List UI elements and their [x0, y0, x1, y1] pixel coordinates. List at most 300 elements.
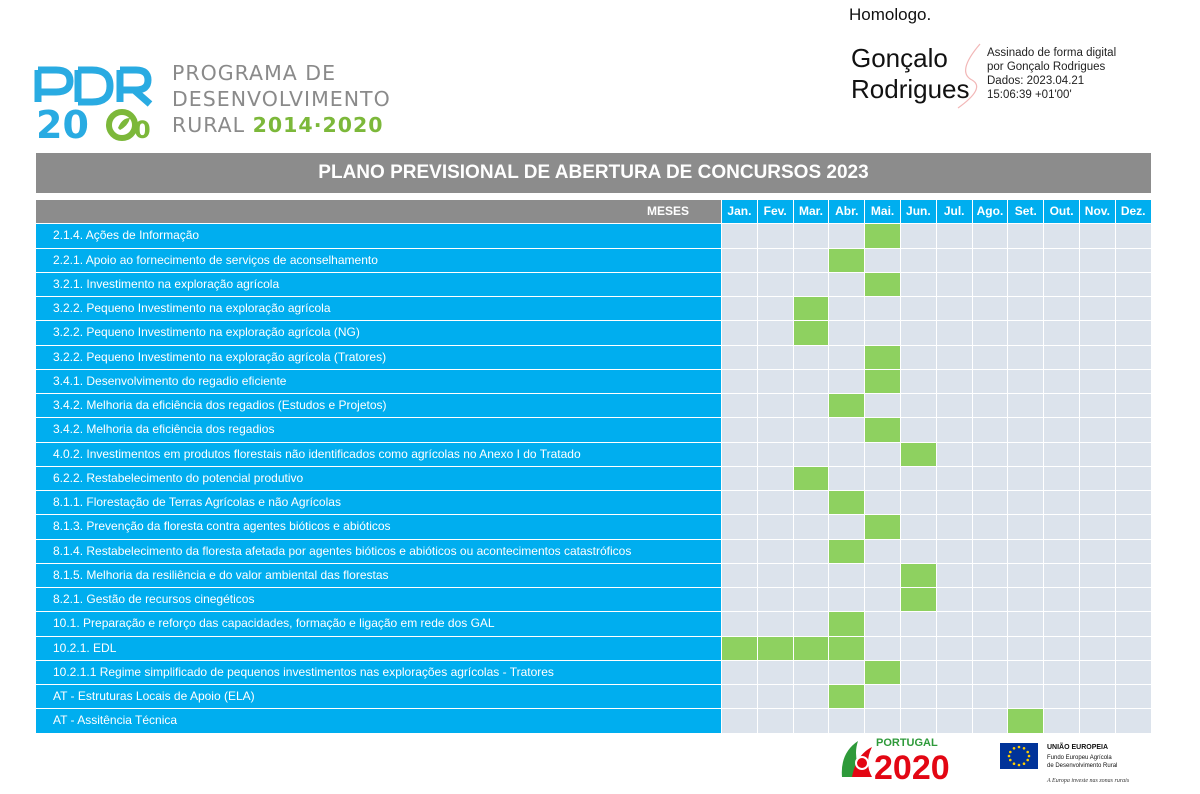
table-row	[36, 297, 1151, 320]
scheduled-month-cell	[794, 467, 829, 490]
scheduled-month-cell	[865, 346, 900, 369]
month-cell	[794, 515, 829, 538]
month-cell	[758, 491, 793, 514]
digital-signature-details	[987, 46, 1116, 102]
measure-label: 10.2.1. EDL	[36, 637, 721, 660]
month-cell	[758, 224, 793, 247]
table-row	[36, 491, 1151, 514]
month-cell	[758, 346, 793, 369]
scheduled-month-cell	[758, 637, 793, 660]
month-cell	[1080, 564, 1115, 587]
month-cell	[901, 273, 936, 296]
month-cell	[1044, 661, 1079, 684]
month-cell	[1044, 321, 1079, 344]
month-cell	[758, 661, 793, 684]
scheduled-month-cell	[829, 394, 864, 417]
month-cell	[1008, 612, 1043, 635]
month-cell	[758, 588, 793, 611]
month-cell	[722, 540, 757, 563]
table-row	[36, 515, 1151, 538]
month-cell	[973, 443, 1008, 466]
scheduled-month-cell	[865, 418, 900, 441]
month-cell	[829, 661, 864, 684]
month-cell	[1008, 467, 1043, 490]
month-cell	[1116, 685, 1151, 708]
month-cell	[829, 346, 864, 369]
month-cell	[973, 612, 1008, 635]
measure-label: 2.1.4. Ações de Informação	[36, 224, 721, 247]
measure-label: 3.2.1. Investimento na exploração agrícola	[36, 273, 721, 296]
approval-note: Homologo.	[849, 5, 932, 24]
month-cell	[973, 394, 1008, 417]
scheduled-month-cell	[865, 661, 900, 684]
scheduled-month-cell	[829, 491, 864, 514]
month-cell	[794, 564, 829, 587]
table-row	[36, 637, 1151, 660]
month-cell	[829, 321, 864, 344]
month-cell	[1008, 249, 1043, 272]
eu-feader-logo	[999, 740, 1151, 786]
month-cell	[901, 661, 936, 684]
month-cell	[758, 418, 793, 441]
month-cell	[973, 224, 1008, 247]
month-cell	[1080, 273, 1115, 296]
month-cell	[758, 249, 793, 272]
scheduled-month-cell	[865, 370, 900, 393]
month-cell	[1116, 370, 1151, 393]
month-cell	[937, 661, 972, 684]
month-cell	[1116, 637, 1151, 660]
table-row	[36, 661, 1151, 684]
month-cell	[973, 346, 1008, 369]
measure-label: 6.2.2. Restabelecimento do potencial produtivo	[36, 467, 721, 490]
month-cell	[722, 491, 757, 514]
month-cell	[973, 273, 1008, 296]
measure-label: 8.1.5. Melhoria da resiliência e do valor ambiental das florestas	[36, 564, 721, 587]
month-cell	[901, 612, 936, 635]
month-cell	[1008, 564, 1043, 587]
month-cell	[937, 418, 972, 441]
month-cell	[901, 540, 936, 563]
month-cell	[1008, 346, 1043, 369]
month-cell	[829, 564, 864, 587]
month-cell	[758, 394, 793, 417]
measure-label: 10.2.1.1 Regime simplificado de pequenos investimentos nas explorações agrícolas - Tratores	[36, 661, 721, 684]
month-cell	[722, 661, 757, 684]
table-row	[36, 685, 1151, 708]
month-cell	[758, 467, 793, 490]
month-cell	[973, 685, 1008, 708]
eu-fund-line2: de Desenvolvimento Rural	[1047, 763, 1118, 769]
month-cell	[1008, 685, 1043, 708]
month-cell	[865, 394, 900, 417]
month-cell	[937, 321, 972, 344]
month-cell	[794, 540, 829, 563]
table-row	[36, 467, 1151, 490]
month-cell	[1044, 297, 1079, 320]
month-cell	[973, 637, 1008, 660]
month-cell	[1044, 685, 1079, 708]
month-cell	[722, 297, 757, 320]
month-cell	[937, 491, 972, 514]
month-cell	[1080, 540, 1115, 563]
month-cell	[937, 637, 972, 660]
month-cell	[1116, 612, 1151, 635]
eu-fund-line1: Fundo Europeu Agrícola	[1047, 755, 1112, 761]
plan-title: PLANO PREVISIONAL DE ABERTURA DE CONCURSOS 2023	[36, 153, 1151, 193]
month-cell	[722, 685, 757, 708]
month-cell	[1116, 321, 1151, 344]
measure-label: 3.2.2. Pequeno Investimento na exploração agrícola (NG)	[36, 321, 721, 344]
months-header-label: MESES	[36, 200, 721, 223]
month-cell	[1116, 297, 1151, 320]
month-cell	[829, 467, 864, 490]
month-cell	[865, 540, 900, 563]
signature-detail-line: por Gonçalo Rodrigues	[987, 61, 1106, 73]
measure-label: 3.2.2. Pequeno Investimento na exploração agrícola	[36, 297, 721, 320]
month-cell	[901, 370, 936, 393]
month-cell	[1116, 394, 1151, 417]
month-header: Ago.	[973, 200, 1008, 223]
month-cell	[901, 709, 936, 732]
month-cell	[794, 249, 829, 272]
month-cell	[937, 612, 972, 635]
month-cell	[794, 370, 829, 393]
table-row	[36, 709, 1151, 732]
month-cell	[829, 588, 864, 611]
month-cell	[829, 273, 864, 296]
month-cell	[1044, 564, 1079, 587]
month-cell	[722, 588, 757, 611]
month-cell	[937, 685, 972, 708]
month-cell	[901, 491, 936, 514]
month-cell	[1080, 224, 1115, 247]
month-cell	[794, 588, 829, 611]
month-cell	[1008, 418, 1043, 441]
signature-stroke	[950, 42, 990, 110]
month-cell	[973, 321, 1008, 344]
month-cell	[1008, 661, 1043, 684]
month-cell	[973, 297, 1008, 320]
month-cell	[1044, 491, 1079, 514]
month-cell	[758, 564, 793, 587]
scheduled-month-cell	[829, 637, 864, 660]
month-cell	[758, 273, 793, 296]
month-cell	[1116, 418, 1151, 441]
month-cell	[901, 297, 936, 320]
scheduled-month-cell	[829, 249, 864, 272]
month-cell	[973, 467, 1008, 490]
month-header: Jun.	[901, 200, 936, 223]
month-cell	[1008, 321, 1043, 344]
month-cell	[758, 297, 793, 320]
table-row	[36, 370, 1151, 393]
month-cell	[1008, 588, 1043, 611]
month-cell	[1116, 467, 1151, 490]
signer-first-name: Gonçalo	[851, 43, 948, 73]
month-cell	[1044, 540, 1079, 563]
month-cell	[1008, 540, 1043, 563]
month-cell	[758, 370, 793, 393]
measure-label: 4.0.2. Investimentos em produtos florestais não identificados como agrícolas no Anexo I do Tratado	[36, 443, 721, 466]
scheduled-month-cell	[901, 443, 936, 466]
month-cell	[1044, 515, 1079, 538]
month-cell	[1116, 249, 1151, 272]
month-cell	[1008, 515, 1043, 538]
month-cell	[937, 588, 972, 611]
month-cell	[1008, 491, 1043, 514]
month-cell	[1044, 249, 1079, 272]
month-cell	[1008, 370, 1043, 393]
table-header-row	[36, 200, 1151, 223]
month-cell	[1080, 637, 1115, 660]
month-cell	[722, 321, 757, 344]
table-row	[36, 612, 1151, 635]
month-cell	[973, 249, 1008, 272]
month-cell	[1116, 346, 1151, 369]
month-cell	[937, 249, 972, 272]
month-cell	[1080, 249, 1115, 272]
month-cell	[1116, 491, 1151, 514]
month-cell	[722, 709, 757, 732]
contest-schedule-table	[36, 200, 1151, 734]
month-cell	[865, 709, 900, 732]
month-cell	[758, 443, 793, 466]
scheduled-month-cell	[865, 515, 900, 538]
month-cell	[794, 661, 829, 684]
scheduled-month-cell	[901, 588, 936, 611]
month-cell	[794, 273, 829, 296]
month-cell	[722, 467, 757, 490]
month-cell	[937, 370, 972, 393]
month-cell	[758, 612, 793, 635]
scheduled-month-cell	[794, 637, 829, 660]
month-header: Set.	[1008, 200, 1043, 223]
month-cell	[722, 224, 757, 247]
month-cell	[794, 394, 829, 417]
month-cell	[865, 612, 900, 635]
scheduled-month-cell	[865, 273, 900, 296]
program-title-line3	[172, 112, 432, 138]
month-header: Mai.	[865, 200, 900, 223]
month-cell	[865, 685, 900, 708]
measure-label: 8.1.1. Florestação de Terras Agrícolas e não Agrícolas	[36, 491, 721, 514]
month-header: Out.	[1044, 200, 1079, 223]
table-row	[36, 418, 1151, 441]
month-cell	[865, 588, 900, 611]
measure-label: AT - Estruturas Locais de Apoio (ELA)	[36, 685, 721, 708]
month-cell	[1044, 612, 1079, 635]
month-cell	[1044, 224, 1079, 247]
month-cell	[973, 515, 1008, 538]
month-cell	[758, 685, 793, 708]
month-cell	[794, 443, 829, 466]
measure-label: 3.4.1. Desenvolvimento do regadio eficiente	[36, 370, 721, 393]
measure-label: 8.1.3. Prevenção da floresta contra agentes bióticos e abióticos	[36, 515, 721, 538]
month-cell	[794, 418, 829, 441]
table-row	[36, 224, 1151, 247]
scheduled-month-cell	[1008, 709, 1043, 732]
month-cell	[758, 321, 793, 344]
month-header: Mar.	[794, 200, 829, 223]
month-cell	[722, 612, 757, 635]
svg-text:0: 0	[134, 116, 151, 142]
table-row	[36, 540, 1151, 563]
month-cell	[901, 394, 936, 417]
month-cell	[1044, 588, 1079, 611]
month-cell	[722, 443, 757, 466]
month-cell	[865, 443, 900, 466]
program-years: 2014·2020	[252, 113, 384, 137]
month-cell	[722, 249, 757, 272]
svg-text:20: 20	[36, 103, 89, 142]
month-cell	[1080, 515, 1115, 538]
month-cell	[1044, 370, 1079, 393]
month-cell	[722, 515, 757, 538]
signer-last-name: Rodrigues	[851, 74, 970, 104]
month-cell	[1116, 564, 1151, 587]
month-cell	[794, 491, 829, 514]
month-cell	[1008, 443, 1043, 466]
month-cell	[1044, 637, 1079, 660]
month-cell	[1116, 224, 1151, 247]
month-cell	[1044, 273, 1079, 296]
month-header: Abr.	[829, 200, 864, 223]
month-header: Jan.	[722, 200, 757, 223]
month-header: Jul.	[937, 200, 972, 223]
month-cell	[1044, 467, 1079, 490]
month-cell	[865, 467, 900, 490]
month-cell	[1116, 273, 1151, 296]
month-cell	[973, 491, 1008, 514]
month-cell	[794, 612, 829, 635]
scheduled-month-cell	[829, 685, 864, 708]
signature-detail-line: 15:06:39 +01'00'	[987, 89, 1072, 101]
signature-detail-line: Dados: 2023.04.21	[987, 75, 1085, 87]
month-cell	[1008, 637, 1043, 660]
month-cell	[937, 443, 972, 466]
month-cell	[865, 564, 900, 587]
table-row	[36, 321, 1151, 344]
month-cell	[829, 418, 864, 441]
scheduled-month-cell	[829, 540, 864, 563]
month-cell	[1116, 661, 1151, 684]
scheduled-month-cell	[794, 297, 829, 320]
month-cell	[1008, 297, 1043, 320]
scheduled-month-cell	[722, 637, 757, 660]
month-header: Fev.	[758, 200, 793, 223]
month-cell	[1044, 346, 1079, 369]
month-cell	[937, 709, 972, 732]
scheduled-month-cell	[901, 564, 936, 587]
program-title-rural: RURAL	[172, 113, 246, 137]
month-cell	[829, 709, 864, 732]
month-cell	[937, 224, 972, 247]
scheduled-month-cell	[865, 224, 900, 247]
month-cell	[865, 637, 900, 660]
measure-label: 8.1.4. Restabelecimento da floresta afetada por agentes bióticos e abióticos ou acontecimentos catastróficos	[36, 540, 721, 563]
month-cell	[829, 297, 864, 320]
measure-label: 10.1. Preparação e reforço das capacidades, formação e ligação em rede dos GAL	[36, 612, 721, 635]
month-cell	[973, 370, 1008, 393]
month-cell	[865, 297, 900, 320]
portugal-label: PORTUGAL	[876, 737, 938, 749]
month-cell	[1080, 297, 1115, 320]
month-cell	[794, 224, 829, 247]
month-cell	[1116, 588, 1151, 611]
month-cell	[829, 224, 864, 247]
month-cell	[794, 346, 829, 369]
month-cell	[937, 564, 972, 587]
month-cell	[937, 346, 972, 369]
month-cell	[901, 321, 936, 344]
month-cell	[1116, 443, 1151, 466]
eu-slogan: A Europa investe nas zonas rurais	[1047, 778, 1130, 784]
month-cell	[1044, 394, 1079, 417]
month-cell	[901, 637, 936, 660]
month-cell	[937, 297, 972, 320]
measure-label: 2.2.1. Apoio ao fornecimento de serviços de aconselhamento	[36, 249, 721, 272]
portugal2020-logo	[838, 733, 988, 783]
table-row	[36, 564, 1151, 587]
month-cell	[901, 346, 936, 369]
month-cell	[722, 346, 757, 369]
month-cell	[937, 467, 972, 490]
measure-label: 3.4.2. Melhoria da eficiência dos regadios	[36, 418, 721, 441]
month-cell	[758, 709, 793, 732]
measure-label: AT - Assitência Técnica	[36, 709, 721, 732]
month-cell	[1080, 443, 1115, 466]
month-cell	[937, 273, 972, 296]
measure-label: 3.2.2. Pequeno Investimento na exploração agrícola (Tratores)	[36, 346, 721, 369]
month-cell	[722, 370, 757, 393]
month-cell	[1080, 661, 1115, 684]
month-cell	[1116, 709, 1151, 732]
month-cell	[937, 540, 972, 563]
month-cell	[1044, 709, 1079, 732]
month-cell	[1044, 418, 1079, 441]
month-cell	[829, 515, 864, 538]
month-cell	[901, 249, 936, 272]
signature-detail-line: Assinado de forma digital	[987, 47, 1117, 59]
month-cell	[722, 418, 757, 441]
month-header: Nov.	[1080, 200, 1115, 223]
month-cell	[901, 515, 936, 538]
month-cell	[1116, 540, 1151, 563]
month-cell	[1008, 224, 1043, 247]
table-row	[36, 249, 1151, 272]
month-cell	[1080, 491, 1115, 514]
scheduled-month-cell	[829, 612, 864, 635]
month-cell	[722, 394, 757, 417]
pdr2020-logo	[34, 62, 164, 142]
month-cell	[1080, 394, 1115, 417]
month-cell	[865, 321, 900, 344]
month-cell	[1044, 443, 1079, 466]
month-cell	[758, 515, 793, 538]
month-cell	[973, 588, 1008, 611]
table-row	[36, 273, 1151, 296]
month-header: Dez.	[1116, 200, 1151, 223]
month-cell	[1080, 346, 1115, 369]
measure-label: 8.2.1. Gestão de recursos cinegéticos	[36, 588, 721, 611]
month-cell	[973, 540, 1008, 563]
month-cell	[722, 273, 757, 296]
eu-title: UNIÃO EUROPEIA	[1047, 744, 1109, 751]
month-cell	[1080, 709, 1115, 732]
month-cell	[1008, 273, 1043, 296]
month-cell	[937, 394, 972, 417]
